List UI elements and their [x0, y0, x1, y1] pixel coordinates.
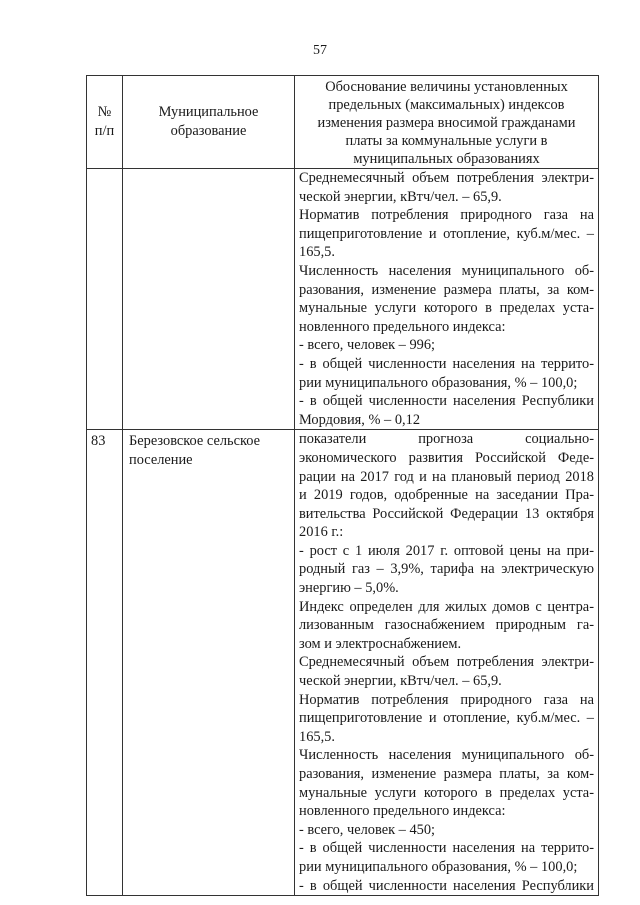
basis-text-line: - в общей численности населения Республики	[299, 877, 594, 894]
table-row	[87, 430, 599, 896]
basis-text-line: - всего, человек – 996;	[299, 337, 436, 354]
municipality-name: Березовское сельское поселение	[129, 433, 261, 468]
basis-text-line: пищеприготовление и отопление, куб.м/мес. –	[299, 225, 594, 242]
basis-text-line: Численность населения муниципального об-	[299, 262, 594, 279]
basis-text-line: и 2019 годов, одобренные на заседании Пра-	[299, 487, 594, 504]
basis-text-line: Индекс определен для жилых домов с центра-	[299, 598, 594, 615]
basis-text-line: 165,5.	[299, 728, 335, 745]
basis-text-line: вительства Российской Федерации 13 октября	[299, 505, 594, 522]
row-number-cell	[87, 169, 123, 430]
header-row-number-label: № п/п	[94, 104, 115, 139]
basis-cell	[295, 169, 599, 430]
municipality-cell	[123, 169, 295, 430]
header-row-number	[87, 76, 123, 169]
basis-text-line: - в общей численности населения на террито-	[299, 355, 594, 372]
basis-text-line: мунальные услуги которого в пределах уста-	[299, 784, 594, 801]
tariff-basis-table	[86, 75, 599, 896]
header-basis-label: Обоснование величины установленных предельных (максимальных) индексов изменения размера вносимой гражданами платы за коммунальные услуги в муниципальных образованиях	[317, 79, 576, 167]
basis-text-line: Среднемесячный объем потребления электри-	[299, 170, 594, 186]
basis-cell	[295, 430, 599, 896]
municipality-cell	[123, 430, 295, 896]
basis-text-line: мунальные услуги которого в пределах уста-	[299, 300, 594, 317]
basis-text-line: Численность населения муниципального об-	[299, 747, 594, 764]
basis-text-line: разования, изменение размера платы, за ком-	[299, 766, 594, 782]
basis-text-line: Мордовия, % – 0,12	[299, 411, 421, 428]
basis-text-line: ческой энергии, кВтч/чел. – 65,9.	[299, 188, 502, 205]
basis-text-line: показатели прогноза социально-	[299, 431, 594, 448]
header-municipality-label: Муниципальное образование	[158, 104, 259, 139]
basis-text-line: Норматив потребления природного газа на	[299, 691, 594, 708]
basis-text-line: ческой энергии, кВтч/чел. – 65,9.	[299, 673, 502, 690]
basis-text-line: - в общей численности населения на террито-	[299, 840, 594, 857]
row-number: 83	[91, 433, 106, 450]
basis-text-line: - в общей численности населения Республики	[299, 393, 594, 410]
basis-text-line: новленного предельного индекса:	[299, 803, 506, 820]
basis-text-line: родный газ – 3,9%, тарифа на электрическую	[299, 561, 594, 578]
basis-text-line: пищеприготовление и отопление, куб.м/мес. –	[299, 710, 594, 727]
basis-text-line: разования, изменение размера платы, за ком-	[299, 281, 594, 298]
basis-text-line: рации на 2017 год и на плановый период 2018	[299, 468, 594, 485]
basis-text-line: - всего, человек – 450;	[299, 821, 436, 838]
page-number: 57	[313, 43, 327, 58]
basis-text-line: 165,5.	[299, 244, 335, 261]
basis-text-line: - рост с 1 июля 2017 г. оптовой цены на при-	[299, 542, 594, 559]
basis-text-line: Среднемесячный объем потребления электри-	[299, 654, 594, 671]
basis-text-line: рии муниципального образования, % – 100,0;	[299, 374, 578, 391]
basis-text-line: экономического развития Российской Феде-	[299, 449, 594, 466]
table-row	[87, 169, 599, 430]
header-basis	[295, 76, 599, 169]
basis-text-line: энергию – 5,0%.	[299, 580, 399, 597]
basis-text-line: Норматив потребления природного газа на	[299, 207, 594, 224]
basis-text-line: 2016 г.:	[299, 524, 344, 541]
header-municipality	[123, 76, 295, 169]
basis-text-line: зом и электроснабжением.	[299, 635, 462, 652]
table-header-row	[87, 76, 599, 169]
basis-text-line: новленного предельного индекса:	[299, 318, 506, 335]
basis-text-line: лизованным газоснабжением природным га-	[299, 617, 594, 634]
row-number-cell	[87, 430, 123, 896]
basis-text-line: рии муниципального образования, % – 100,0;	[299, 858, 578, 875]
